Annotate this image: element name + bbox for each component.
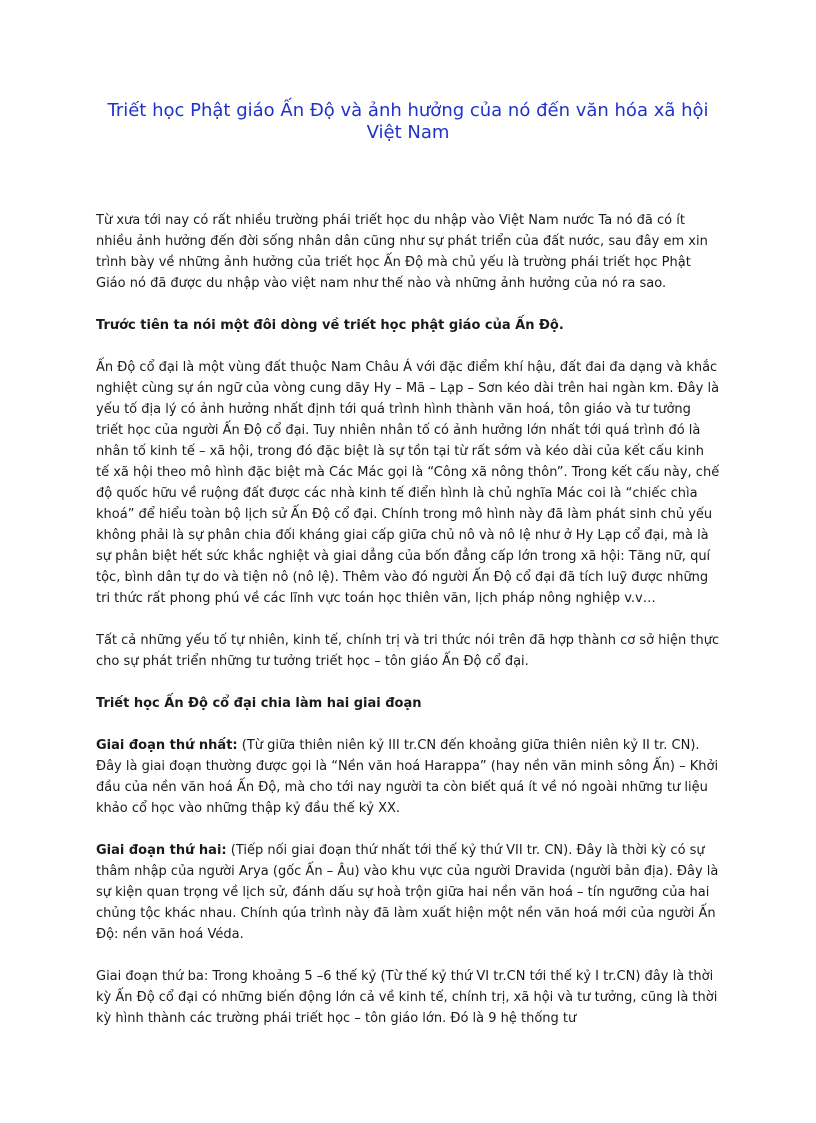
stage-one-label: Giai đoạn thứ nhất: xyxy=(96,738,238,753)
document-title: Triết học Phật giáo Ấn Độ và ảnh hưởng của nó đến văn hóa xã hội Việt Nam xyxy=(107,100,709,143)
paragraph-stage-two xyxy=(96,840,720,945)
paragraph-ancient-india: Ấn Độ cổ đại là một vùng đất thuộc Nam Châu Á với đặc điểm khí hậu, đất đai đa dạng và khắc nghiệt cùng sự án ngữ của vòng cung dãy Hy – Mã – Lạp – Sơn kéo dài trên hai ngàn km. Đây là yếu tố địa lý có ảnh hưởng nhất định tới quá trình hình thành văn hoá, tôn giáo và tư tưởng triết học của người Ấn Độ cổ đại. Tuy nhiên nhân tố có ảnh hưởng lớn nhất tới quá trình đó là nhân tố kinh tế – xã hội, trong đó đặc biệt là sự tồn tại từ rất sớm và kéo dài của kết cấu kinh tế xã hội theo mô hình đặc biệt mà Các Mác gọi là “Công xã nông thôn”. Trong kết cấu này, chế độ quốc hữu về ruộng đất được các nhà kinh tế điển hình là chủ nghĩa Mác coi là “chiếc chìa khoá” để hiểu toàn bộ lịch sử Ấn Độ cổ đại. Chính trong mô hình này đã làm phát sinh chủ yếu không phải là sự phân chia đối kháng giai cấp giữa chủ nô và nô lệ như ở Hy Lạp cổ đại, mà là sự phân biệt hết sức khắc nghiệt và giai dẳng của bốn đẳng cấp lớn trong xã hội: Tăng nữ, quí tộc, bình dân tự do và tiện nô (nô lệ). Thêm vào đó người Ấn Độ cổ đại đã tích luỹ được những tri thức rất phong phú về các lĩnh vực toán học thiên văn, lịch pháp nông nghiệp v.v… xyxy=(96,360,720,606)
document-page xyxy=(96,96,720,1050)
stage-two-label: Giai đoạn thứ hai: xyxy=(96,843,227,858)
stage-two-text: (Tiếp nối giai đoạn thứ nhất tới thế kỷ thứ VII tr. CN). Đây là thời kỳ có sự thâm nhập của người Arya (gốc Ấn – Âu) vào khu vực của người Dravida (người bản địa). Đây là sự kiện quan trọng về lịch sử, đánh dấu sự hoà trộn giữa hai nền văn hoá – tín ngưỡng của hai chủng tộc khác nhau. Chính qúa trình này đã làm xuất hiện một nền văn hoá mới của người Ấn Độ: nền văn hoá Véda. xyxy=(96,843,719,942)
document-body xyxy=(96,210,720,1029)
paragraph-stage-three: Giai đoạn thứ ba: Trong khoảng 5 –6 thế kỷ (Từ thế kỷ thứ VI tr.CN tới thế kỷ I tr.CN) đây là thời kỳ Ấn Độ cổ đại có những biến động lớn cả về kinh tế, chính trị, xã hội và tư tưởng, cũng là thời kỳ hình thành các trường phái triết học – tôn giáo lớn. Đó là 9 hệ thống tư xyxy=(96,969,718,1026)
section-heading-buddhism: Trước tiên ta nói một đôi dòng về triết học phật giáo của Ấn Độ. xyxy=(96,318,564,333)
intro-paragraph: Từ xưa tới nay có rất nhiều trường phái triết học du nhập vào Việt Nam nước Ta nó đã có ít nhiều ảnh hưởng đến đời sống nhân dân cũng như sự phát triển của đất nước, sau đây em xin trình bày về những ảnh hưởng của triết học Ấn Độ mà chủ yếu là trường phái triết học Phật Giáo nó đã được du nhập vào việt nam như thế nào và những ảnh hưởng của nó ra sao. xyxy=(96,213,708,291)
stage-one-text: (Từ giữa thiên niên kỷ III tr.CN đến khoảng giữa thiên niên kỷ II tr. CN). Đây là giai đoạn thường được gọi là “Nền văn hoá Harappa” (hay nền văn minh sông Ấn) – Khởi đầu của nền văn hoá Ấn Độ, mà cho tới nay người ta còn biết quá ít về nó ngoài những tư liệu khảo cổ học vào những thập kỷ đầu thế kỷ XX. xyxy=(96,738,719,816)
paragraph-summary: Tất cả những yếu tố tự nhiên, kinh tế, chính trị và tri thức nói trên đã hợp thành cơ sở hiện thực cho sự phát triển những tư tưởng triết học – tôn giáo Ấn Độ cổ đại. xyxy=(96,633,720,669)
paragraph-stage-one xyxy=(96,735,720,819)
section-heading-stages: Triết học Ấn Độ cổ đại chia làm hai giai đoạn xyxy=(96,696,422,711)
